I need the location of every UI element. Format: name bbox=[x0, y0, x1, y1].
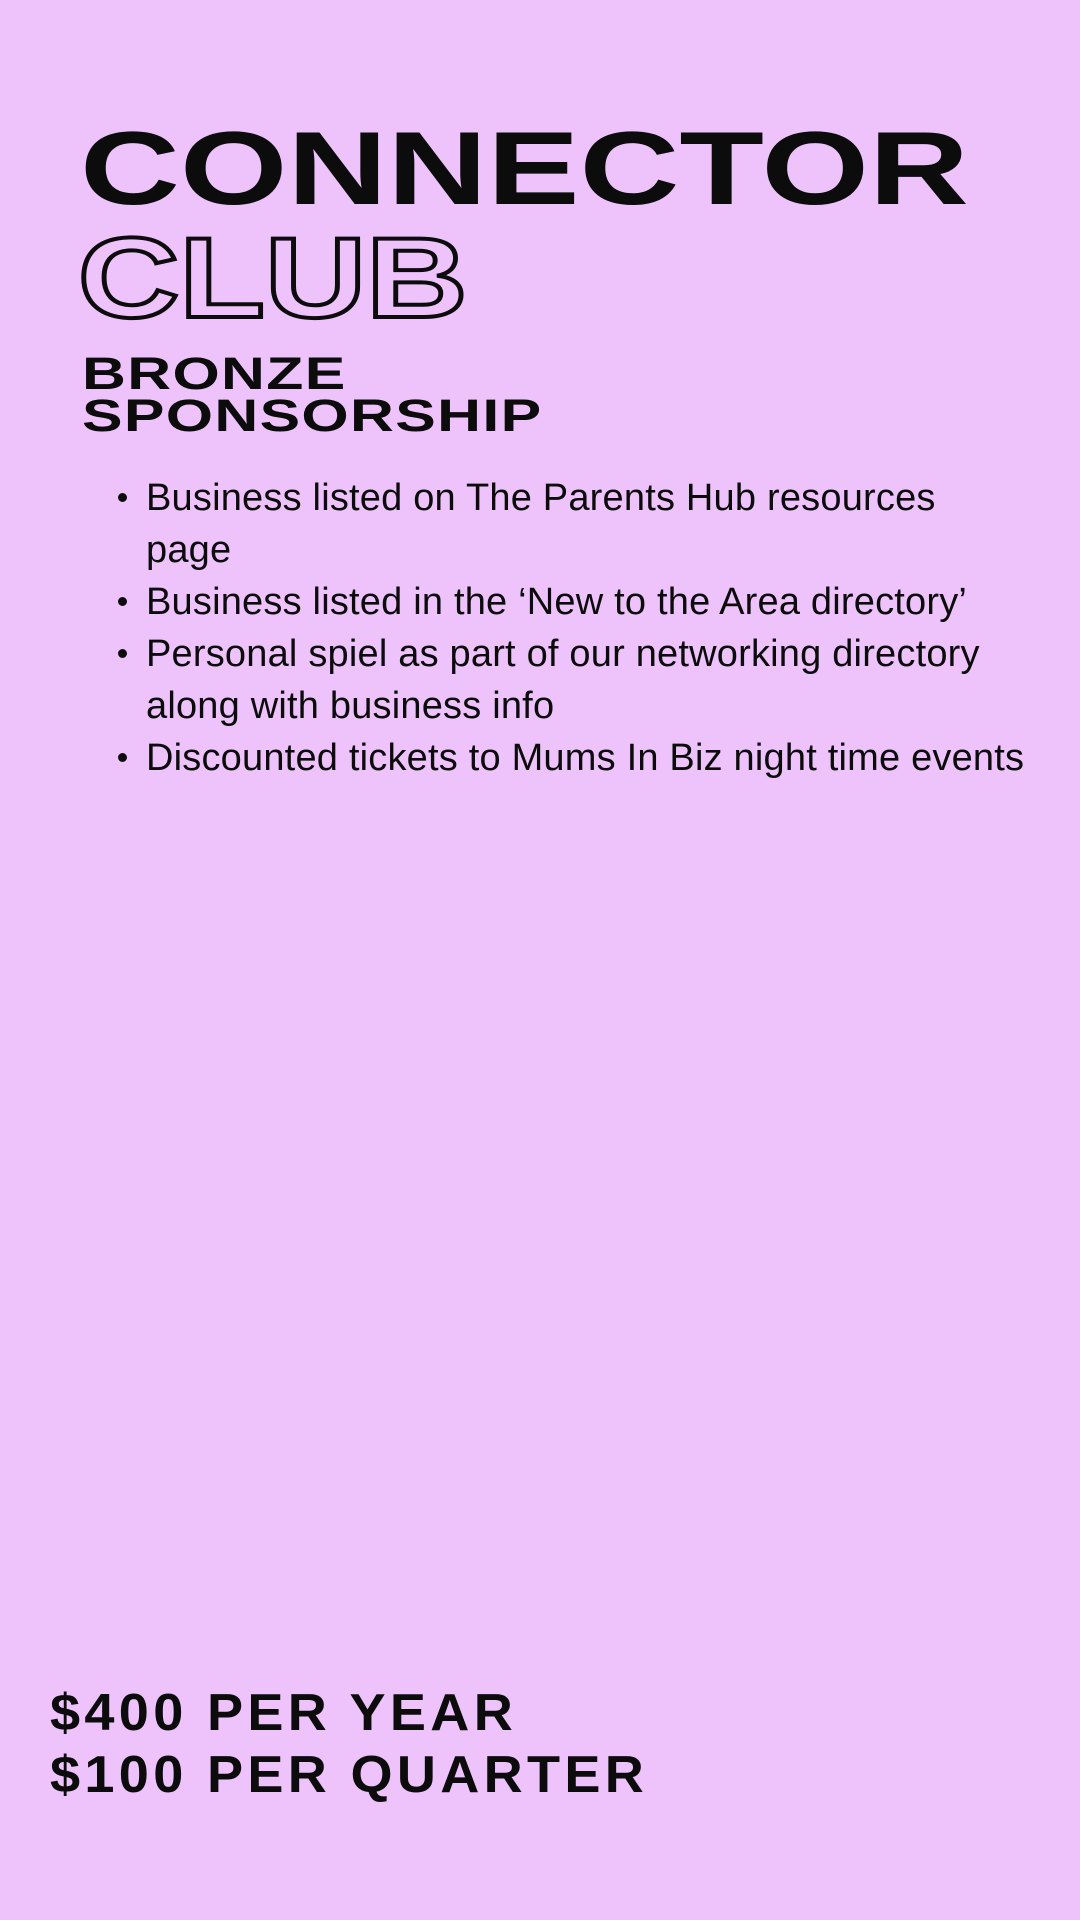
pricing-block bbox=[50, 1682, 648, 1806]
title-club-outline: CLUB bbox=[78, 215, 468, 342]
price-per-year: $400 PER YEAR bbox=[50, 1684, 518, 1742]
bullet-icon bbox=[118, 597, 127, 606]
price-per-quarter: $100 PER QUARTER bbox=[50, 1746, 649, 1804]
bullet-icon bbox=[118, 493, 127, 502]
benefit-item bbox=[146, 472, 1026, 576]
benefit-item bbox=[146, 628, 1026, 732]
benefit-text: Personal spiel as part of our networking directory along with business info bbox=[146, 633, 980, 727]
bullet-icon bbox=[118, 649, 127, 658]
benefit-text: Business listed on The Parents Hub resources page bbox=[146, 477, 936, 571]
tier-line-bronze: BRONZE bbox=[82, 348, 347, 399]
title-connector: CONNECTOR bbox=[80, 111, 969, 227]
benefit-item bbox=[146, 576, 1026, 628]
benefit-text: Business listed in the ‘New to the Area directory’ bbox=[146, 581, 968, 623]
tier-line-sponsorship: SPONSORSHIP bbox=[82, 390, 543, 441]
benefit-text: Discounted tickets to Mums In Biz night time events bbox=[146, 737, 1025, 779]
bullet-icon bbox=[118, 753, 127, 762]
tier-heading bbox=[82, 348, 543, 441]
benefits-list bbox=[146, 472, 1026, 784]
benefit-item bbox=[146, 732, 1026, 784]
